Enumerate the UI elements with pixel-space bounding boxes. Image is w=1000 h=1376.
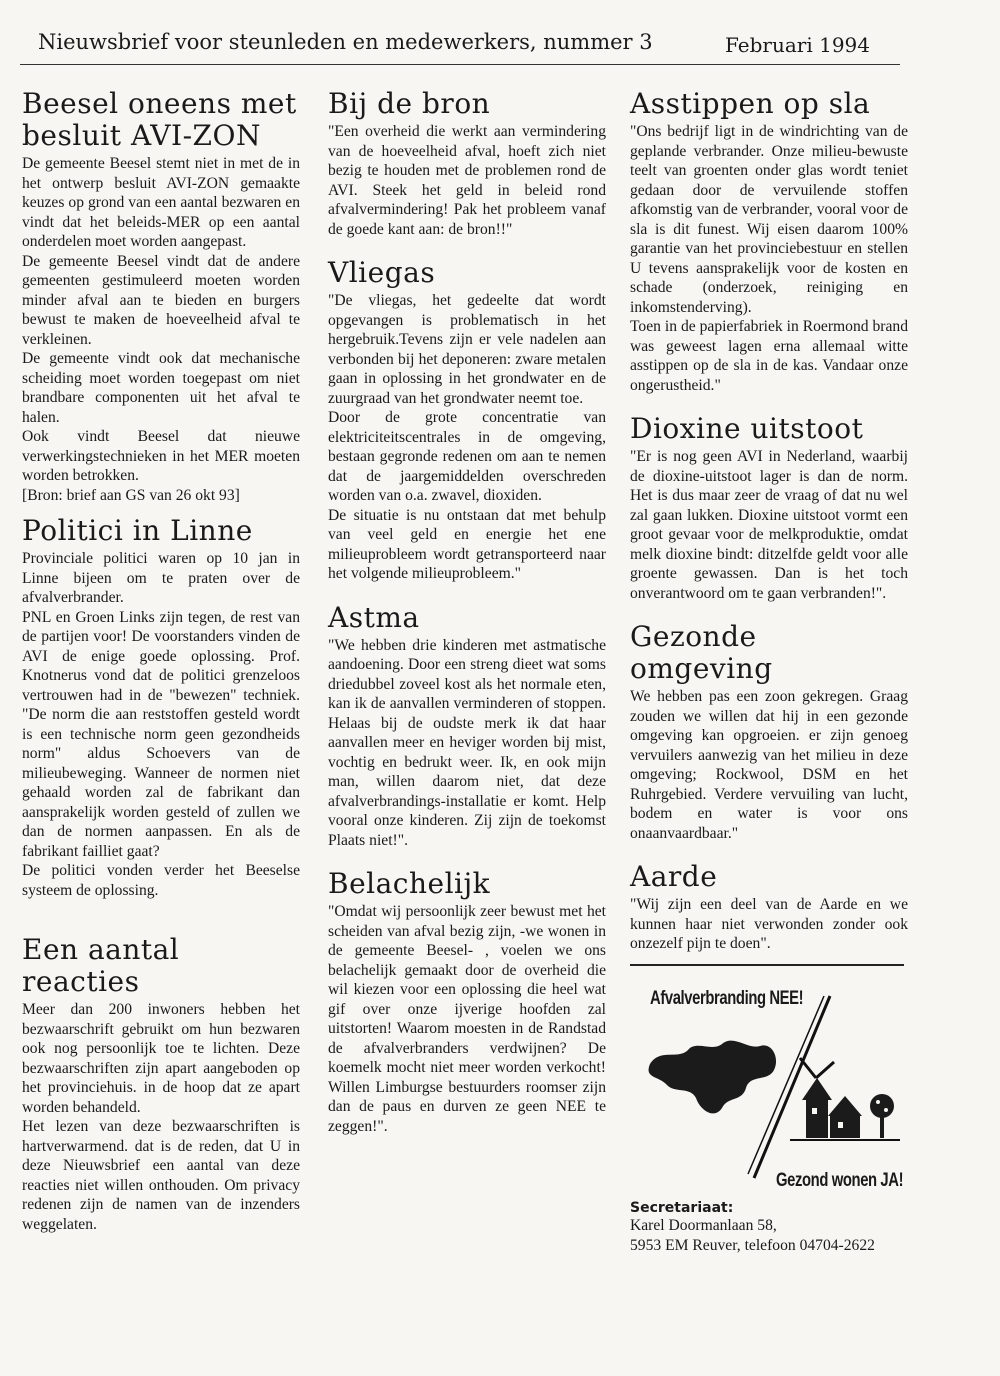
issue-date: Februari 1994	[725, 33, 870, 57]
article-body: "Omdat wij persoonlijk zeer bewust met het scheiden van afval bezig zijn, -we wonen in de gemeente Beesel- , voelen we ons belachelijk gemaakt door de overheid die wil kiezen voor een oplossing die heel wat gif over onze ijverige hoofden zal uitstorten! Waarom moesten in de Randstad de afvalverbranders verdwijnen? De koemelk mocht niet meer worden verkocht! Willen Limburgse bestuurders roomser zijn dan de paus en durven ze geen NEE te zeggen!".	[328, 903, 606, 1135]
article-heading: Dioxine uitstoot	[630, 412, 864, 445]
column-right	[630, 88, 908, 1256]
article-aarde	[630, 861, 908, 954]
article-heading: Een aantal reacties	[22, 933, 180, 998]
secretariaat-address: Karel Doormanlaan 58,	[630, 1216, 777, 1234]
article-body: Meer dan 200 inwoners hebben het bezwaarschrift gebruikt om hun bezwaren ook nog persoonlijk toe te lichten. Deze bezwaarschriften zijn apart aangeboden op het provinciehuis. in de hoop dat ze apart worden behandeld. Het lezen van deze bezwaarschriften is hartverwarmend. dat is de reden, dat U in deze Nieuwsbrief een aantal van deze reacties niet willen onthouden. Om privacy redenen zijn de namen van de inzenders weggelaten.	[22, 1001, 300, 1233]
article-sla	[630, 88, 908, 395]
article-body: Provinciale politici waren op 10 jan in Linne bijeen om te praten over de afvalverbrander. PNL en Groen Links zijn tegen, de rest van de partijen voor! De voorstanders vinden de AVI de enige goede oplossing. Prof. Knotnerus vond dat de politici grenzeloos vertrouwen had in de "bewezen" techniek. "De norm die aan reststoffen gesteld wordt is een technische norm geen gezondheids norm" aldus Schoevers van de milieubeweging. Wanneer de normen niet gehaald worden zal de fabrikant dan aansprakelijk worden gesteld of zullen we dan de normen aanpassen. En als de fabrikant failliet gaat? De politici vonden verder het Beeselse systeem de oplossing.	[22, 550, 300, 899]
article-body: "We hebben drie kinderen met astmatische aandoening. Door een streng dieet wat soms driedubbel zoveel kost als het normale eten, kan ik de aanvallen verminderen of stoppen. Helaas bij de oudste merk ik dat haar aanvallen meer en heviger worden bij mist, vochtig en bedrukt weer. Ik, en ook mijn man, willen daarom niet, dat deze afvalverbrandings-installatie er komt. Help vooral onze kinderen. Zij zijn de toekomst Plaats niet!".	[328, 636, 606, 849]
column-middle	[328, 88, 606, 1154]
article-belachelijk	[328, 868, 606, 1136]
logo-graphic	[630, 978, 920, 1198]
secretariaat-city-phone: 5953 EM Reuver, telefoon 04704-2622	[630, 1236, 875, 1254]
article-body: "De vliegas, het gedeelte dat wordt opgevangen is problematisch in het hergebruik.Tevens zijn er vele nadelen aan verbonden bij het deponeren: zware metalen gaan in oplossing in het grondwater en de zuurgraad van het grondwater neemt toe. Door de grote concentratie van elektriciteitscentrales in de omgeving, bestaan gegronde redenen om aan te nemen dat de jaargemiddelden overschreden worden van o.a. zwavel, dioxiden. De situatie is nu ontstaan dat met behulp van veel geld en energie het ene milieuprobleem wordt getransporteerd naar het volgende milieuprobleem."	[328, 292, 606, 582]
article-heading: Gezonde omgeving	[630, 620, 773, 685]
article-heading: Astma	[328, 600, 420, 634]
article-heading: Beesel oneens met besluit AVI-ZON	[22, 87, 297, 152]
secretariaat-label: Secretariaat:	[630, 1199, 734, 1216]
article-heading: Vliegas	[328, 256, 436, 289]
article-heading: Asstippen op sla	[630, 87, 871, 120]
article-gezond	[630, 621, 908, 843]
article-body: De gemeente Beesel stemt niet in met de in het ontwerp besluit AVI-ZON gemaakte keuzes op grond van een aantal bezwaren en vindt dat het beleids-MER op een aantal onderdelen moet worden aangepast. De gemeente Beesel vindt dat de andere gemeenten gestimuleerd moeten worden minder afval aan te bieden en burgers bewust te maken de hoeveelheid afval te verkleinen. De gemeente vindt ook dat mechanische scheiding moet worden toegepast om niet brandbare componenten uit het afval te halen. Ook vindt Beesel dat nieuwe verwerkingstechnieken in het MER moeten worden betrokken. [Bron: brief aan GS van 26 okt 93]	[22, 155, 300, 504]
column-left	[22, 88, 300, 1252]
secretariaat-block	[630, 1200, 908, 1256]
campaign-logo	[630, 978, 920, 1198]
article-body: "Er is nog geen AVI in Nederland, waarbij de dioxine-uitstoot lager is dan de norm. Het is dus maar zeer de vraag of dat nu wel zal gaan lukken. Dioxine uitstoot vormt een groot gevaar voor de melkproduktie, omdat melk dioxine bindt: ditzelfde geldt voor alle groente gewassen. Dan is het toch onverantwoord om te gaan verbranden!".	[630, 448, 908, 602]
article-politici	[22, 515, 300, 900]
article-heading: Belachelijk	[328, 867, 491, 900]
article-body: We hebben pas een zoon gekregen. Graag zouden we willen dat hij in een gezonde omgeving kan opgroeien. er zijn genoeg vervuilers aanwezig van het milieu in deze omgeving; Rockwool, DSM en het Ruhrgebied. Verdere vervuiling van lucht, bodem en water is voor ons onaanvaardbaar."	[630, 688, 908, 842]
article-bron	[328, 88, 606, 239]
article-body: "Wij zijn een deel van de Aarde en we kunnen haar niet verwonden zonder ook onzezelf pijn te doen".	[630, 896, 908, 952]
logo-bottom-text: Gezond wonen JA!	[776, 1169, 904, 1191]
masthead	[20, 28, 900, 65]
article-beesel	[22, 88, 300, 505]
article-reacties	[22, 934, 300, 1234]
logo-top-text: Afvalverbranding NEE!	[650, 987, 804, 1009]
divider	[630, 964, 904, 966]
article-astma	[328, 602, 606, 851]
article-heading: Aarde	[630, 860, 718, 893]
newsletter-title: Nieuwsbrief voor steunleden en medewerkers, nummer 3	[38, 30, 653, 54]
article-body: "Een overheid die werkt aan vermindering van de hoeveelheid afval, hoeft zich niet bezig te houden met de problemen rond de AVI. Steek het geld in beleid rond afvalvermindering! Pak het probleem vanaf de goede kant aan: de bron!!"	[328, 123, 606, 238]
article-heading: Bij de bron	[328, 87, 491, 120]
article-body: "Ons bedrijf ligt in de windrichting van de geplande verbrander. Onze milieu-bewuste teelt van groenten onder glas wordt teniet gedaan door de vervuilende stoffen afkomstig van de verbrander, vooral voor de sla is dit funest. Wij eisen daarom 100% garantie van het provinciebestuur en stellen U tevens aansprakelijk voor de kosten en schade (onderzoek, reiniging en inkomstenderving). Toen in de papierfabriek in Roermond brand was geweest lagen erna allemaal witte asstippen op de sla in de kas. Vandaar onze ongerustheid."	[630, 123, 908, 394]
article-dioxine	[630, 413, 908, 603]
article-vliegas	[328, 257, 606, 584]
article-heading: Politici in Linne	[22, 514, 253, 547]
